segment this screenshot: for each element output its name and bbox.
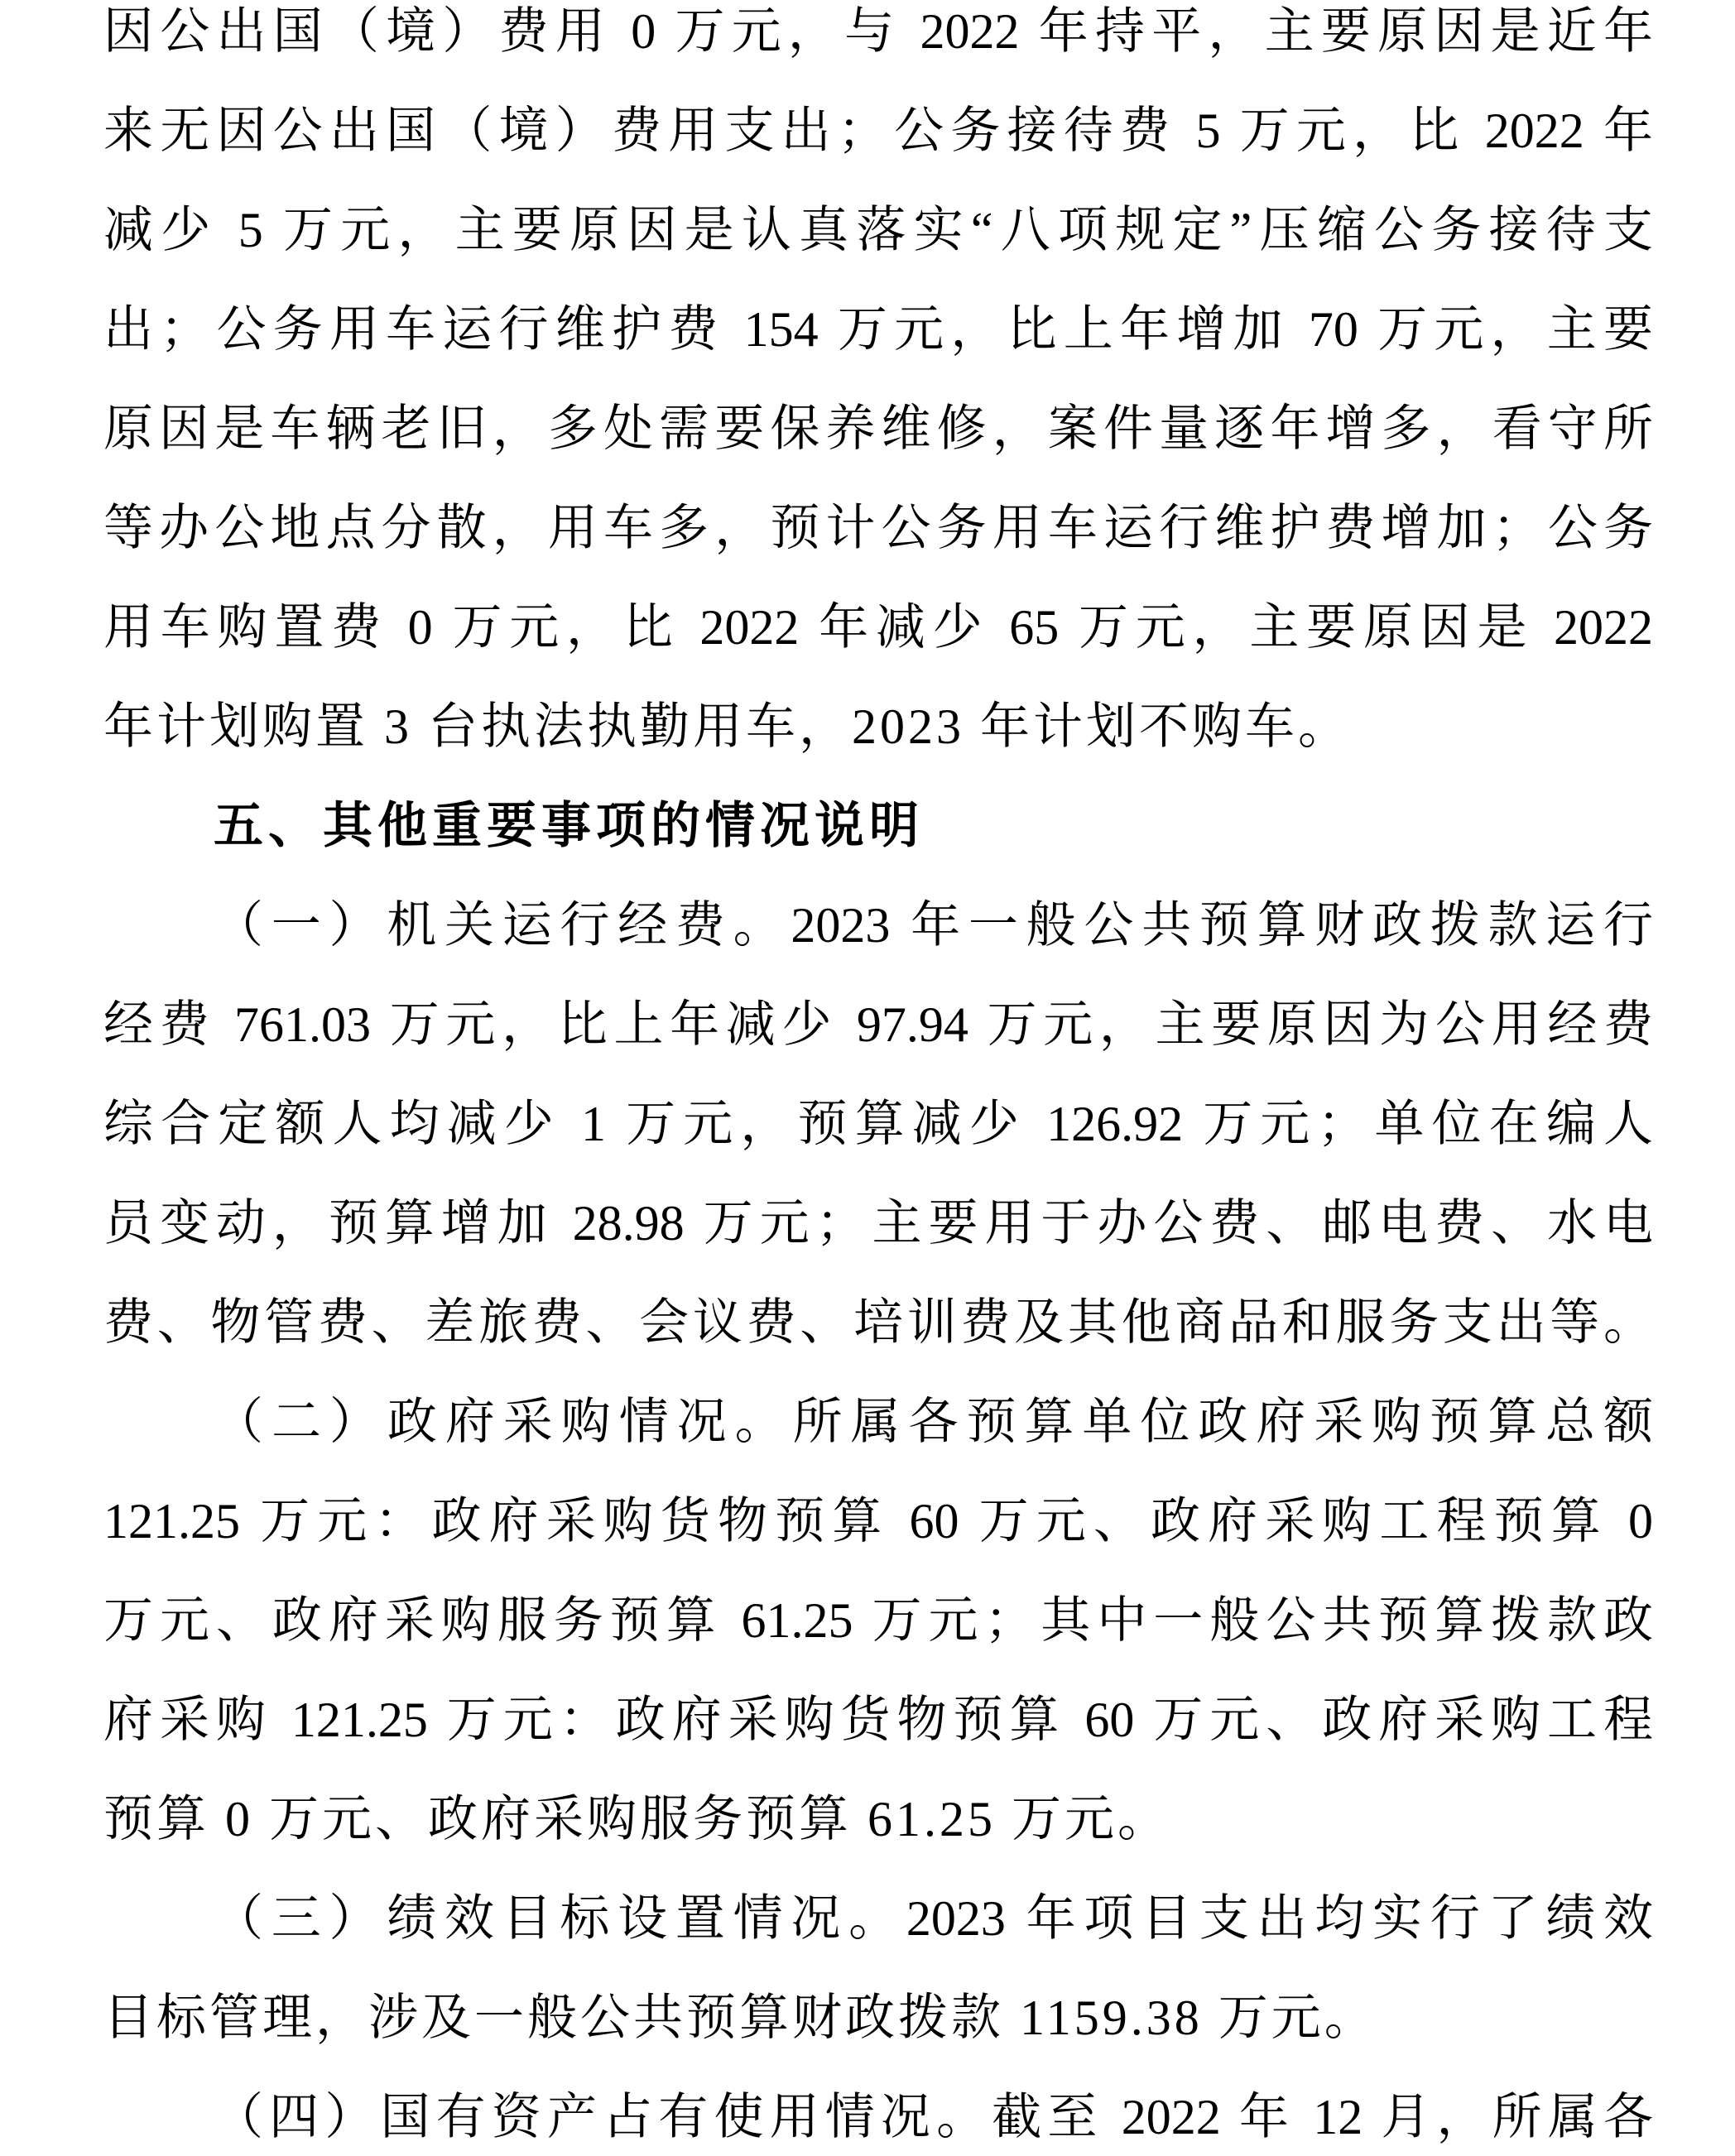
text-line: 减少 5 万元，主要原因是认真落实“八项规定”压缩公务接待支 [103, 203, 1653, 257]
text-line: （一）机关运行经费。2023 年一般公共预算财政拨款运行 [214, 898, 1653, 953]
paragraph-government-procurement [103, 1372, 1653, 1869]
text-line: （二）政府采购情况。所属各预算单位政府采购预算总额 [214, 1395, 1653, 1449]
text-line: 府采购 121.25 万元：政府采购货物预算 60 万元、政府采购工程 [103, 1693, 1653, 1747]
text-line: （三）绩效目标设置情况。2023 年项目支出均实行了绩效 [214, 1891, 1653, 1946]
text-line: 用车购置费 0 万元，比 2022 年减少 65 万元，主要原因是 2022 [103, 600, 1653, 655]
text-line: 原因是车辆老旧，多处需要保养维修，案件量逐年增多，看守所 [103, 401, 1653, 456]
text-line: 121.25 万元：政府采购货物预算 60 万元、政府采购工程预算 0 [103, 1494, 1653, 1549]
text-line: 经费 761.03 万元，比上年减少 97.94 万元，主要原因为公用经费 [103, 997, 1653, 1052]
text-line: 费、物管费、差旅费、会议费、培训费及其他商品和服务支出等。 [103, 1295, 1653, 1350]
paragraph-section-five [103, 776, 1653, 876]
text-line: 等办公地点分散，用车多，预计公务用车运行维护费增加；公务 [103, 501, 1653, 555]
paragraph-state-assets [103, 2067, 1653, 2156]
text-line: 员变动，预算增加 28.98 万元；主要用于办公费、邮电费、水电 [103, 1196, 1653, 1251]
text-line: 年计划购置 3 台执法执勤用车，2023 年计划不购车。 [103, 699, 1351, 754]
paragraph-performance-targets [103, 1869, 1653, 2067]
text-line: （四）国有资产占有使用情况。截至 2022 年 12 月，所属各 [214, 2090, 1653, 2144]
text-line: 因公出国（境）费用 0 万元，与 2022 年持平，主要原因是近年 [103, 4, 1653, 59]
text-line: 综合定额人均减少 1 万元，预算减少 126.92 万元；单位在编人 [103, 1097, 1653, 1151]
text-line: 出；公务用车运行维护费 154 万元，比上年增加 70 万元，主要 [103, 302, 1653, 357]
text-line: 来无因公出国（境）费用支出；公务接待费 5 万元，比 2022 年 [103, 103, 1653, 158]
text-line: 万元、政府采购服务预算 61.25 万元；其中一般公共预算拨款政 [103, 1593, 1653, 1648]
section-heading: 五、其他重要事项的情况说明 [214, 798, 924, 853]
paragraph-operating-funds [103, 876, 1653, 1372]
text-line: 目标管理，涉及一般公共预算财政拨款 1159.38 万元。 [103, 1990, 1377, 2045]
document-content [103, 0, 1653, 2156]
text-line: 预算 0 万元、政府采购服务预算 61.25 万元。 [103, 1792, 1170, 1846]
paragraph-sanggong-expenses [103, 0, 1653, 776]
